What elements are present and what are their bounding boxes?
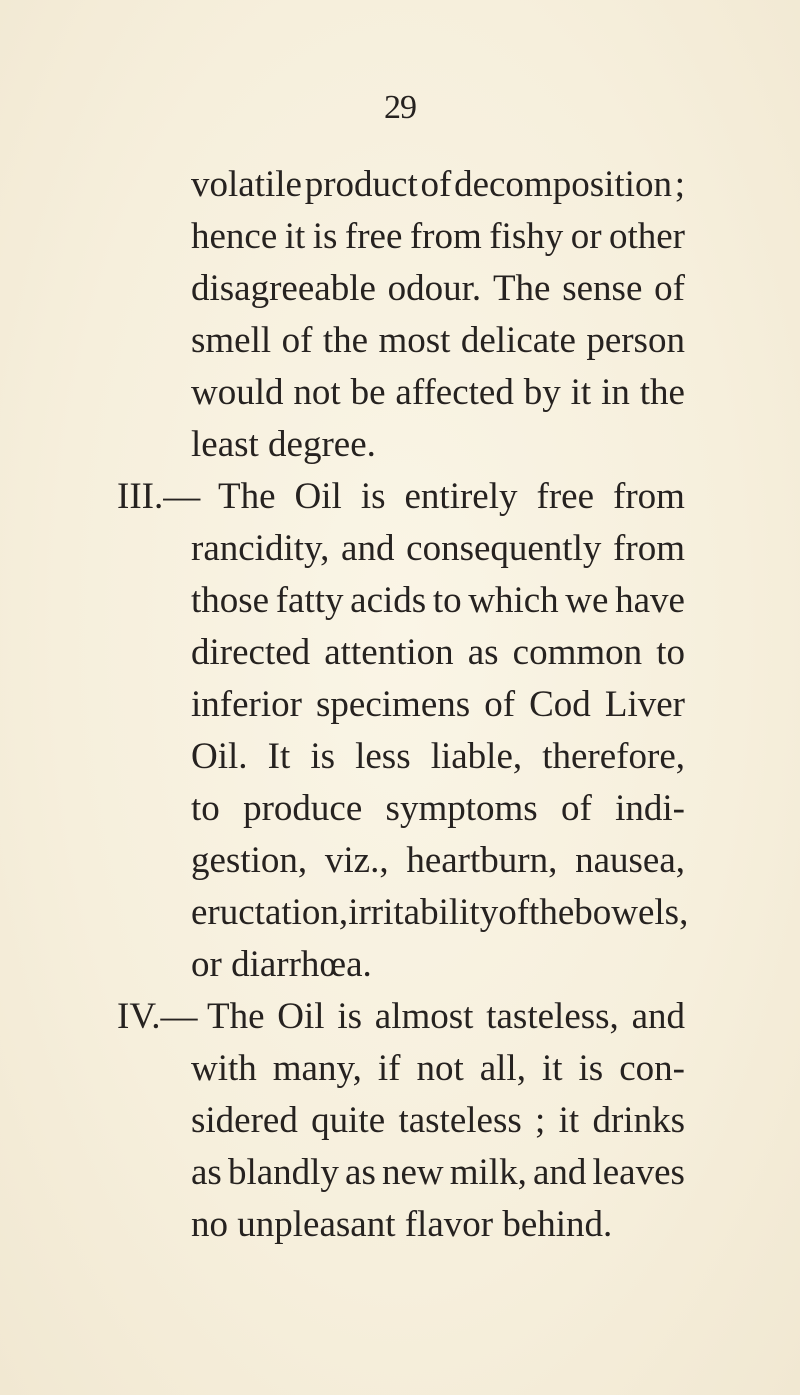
word: or <box>570 216 602 257</box>
word: blandly <box>227 1152 339 1193</box>
word: is <box>360 476 386 517</box>
word: from <box>409 216 482 257</box>
word: symptoms <box>385 788 538 829</box>
word: person <box>586 320 685 361</box>
text-line <box>191 836 685 886</box>
word: disagreeable <box>191 268 376 309</box>
word: it <box>541 1048 563 1089</box>
word: to <box>191 788 220 829</box>
word: be <box>350 372 386 413</box>
word: therefore, <box>542 736 685 777</box>
word: ; <box>535 1100 546 1141</box>
word: product <box>304 164 418 205</box>
word: liable, <box>430 736 523 777</box>
word: irritability <box>348 892 499 933</box>
text-line <box>191 264 685 314</box>
word: those <box>191 580 270 621</box>
word: and <box>631 996 685 1037</box>
word: fishy <box>489 216 564 257</box>
word: common <box>512 632 643 673</box>
word: Cod <box>529 684 591 725</box>
word: as <box>191 1152 222 1193</box>
word: eructation, <box>191 892 349 933</box>
word: tasteless <box>398 1100 522 1141</box>
word: sense <box>562 268 643 309</box>
word: The <box>207 996 265 1037</box>
text-line <box>191 1148 685 1198</box>
word: smell <box>191 320 272 361</box>
word: volatile <box>191 164 302 205</box>
word: Liver <box>604 684 685 725</box>
word: new <box>381 1152 444 1193</box>
word: indi- <box>615 788 685 829</box>
word: consequently <box>406 528 602 569</box>
word: entirely <box>404 476 518 517</box>
word: gestion, <box>191 840 308 881</box>
text-line <box>207 992 685 1042</box>
word: less <box>355 736 411 777</box>
text-line <box>191 1096 685 1146</box>
word: other <box>608 216 685 257</box>
text-line <box>191 628 685 678</box>
word: we <box>565 580 609 621</box>
word: not <box>416 1048 464 1089</box>
text-line <box>191 160 685 210</box>
word: decomposition <box>454 164 672 205</box>
word: directed <box>191 632 311 673</box>
word: The <box>218 476 276 517</box>
word: of <box>498 892 530 933</box>
word: with <box>191 1048 257 1089</box>
section-marker: III.— <box>117 476 201 517</box>
text-line <box>218 472 685 522</box>
word: it <box>284 216 306 257</box>
word: free <box>344 216 403 257</box>
word: as <box>467 632 499 673</box>
word: The <box>492 268 551 309</box>
section-marker: IV.— <box>117 996 198 1037</box>
word: quite <box>311 1100 386 1141</box>
text-line: or diarrhœa. <box>191 944 372 985</box>
word: to <box>656 632 685 673</box>
word: specimens <box>316 684 471 725</box>
word: tasteless, <box>486 996 619 1037</box>
word: odour. <box>387 268 482 309</box>
text-line <box>191 1044 685 1094</box>
word: is <box>310 736 336 777</box>
word: from <box>613 476 685 517</box>
text-line: no unpleasant flavor behind. <box>191 1204 613 1245</box>
word: by <box>523 372 561 413</box>
text-line <box>191 524 685 574</box>
word: if <box>377 1048 401 1089</box>
word: from <box>613 528 685 569</box>
text-line <box>191 680 685 730</box>
word: it <box>558 1100 580 1141</box>
word: heartburn, <box>406 840 558 881</box>
text-line <box>191 784 685 834</box>
word: Oil <box>277 996 325 1037</box>
word: is <box>337 996 363 1037</box>
word: which <box>468 580 559 621</box>
word: not <box>293 372 341 413</box>
word: viz., <box>324 840 389 881</box>
word: affected <box>395 372 514 413</box>
word: and <box>532 1152 587 1193</box>
word: delicate <box>460 320 576 361</box>
word: it <box>570 372 592 413</box>
word: of <box>281 320 313 361</box>
word: almost <box>374 996 474 1037</box>
word: bowels, <box>574 892 689 933</box>
word: is <box>312 216 338 257</box>
word: drinks <box>592 1100 685 1141</box>
text-line <box>191 888 689 938</box>
word: most <box>378 320 451 361</box>
word: of <box>420 164 452 205</box>
word: the <box>322 320 369 361</box>
word: hence <box>191 216 278 257</box>
word: in <box>601 372 630 413</box>
text-line <box>191 576 685 626</box>
text-line: least degree. <box>191 424 376 465</box>
word: Oil. <box>191 736 248 777</box>
word: of <box>654 268 685 309</box>
text-line <box>191 732 685 782</box>
word: the <box>639 372 685 413</box>
text-line <box>191 368 685 418</box>
word: the <box>529 892 575 933</box>
word: would <box>191 372 284 413</box>
word: ; <box>674 164 685 205</box>
text-line <box>191 316 685 366</box>
word: and <box>341 528 395 569</box>
word: milk, <box>449 1152 527 1193</box>
word: leaves <box>592 1152 685 1193</box>
word: sidered <box>191 1100 298 1141</box>
word: of <box>560 788 592 829</box>
word: fatty <box>275 580 344 621</box>
word: It <box>267 736 291 777</box>
word: free <box>536 476 595 517</box>
word: inferior <box>191 684 302 725</box>
word: acids <box>350 580 427 621</box>
word: all, <box>479 1048 526 1089</box>
word: to <box>432 580 462 621</box>
word: con- <box>619 1048 685 1089</box>
word: rancidity, <box>191 528 330 569</box>
word: have <box>615 580 685 621</box>
word: as <box>345 1152 376 1193</box>
page-number: 29 <box>384 89 416 126</box>
word: of <box>484 684 516 725</box>
word: many, <box>272 1048 362 1089</box>
word: is <box>578 1048 604 1089</box>
text-line <box>191 212 685 262</box>
word: Oil <box>294 476 342 517</box>
word: attention <box>324 632 454 673</box>
word: produce <box>243 788 363 829</box>
word: nausea, <box>575 840 685 881</box>
